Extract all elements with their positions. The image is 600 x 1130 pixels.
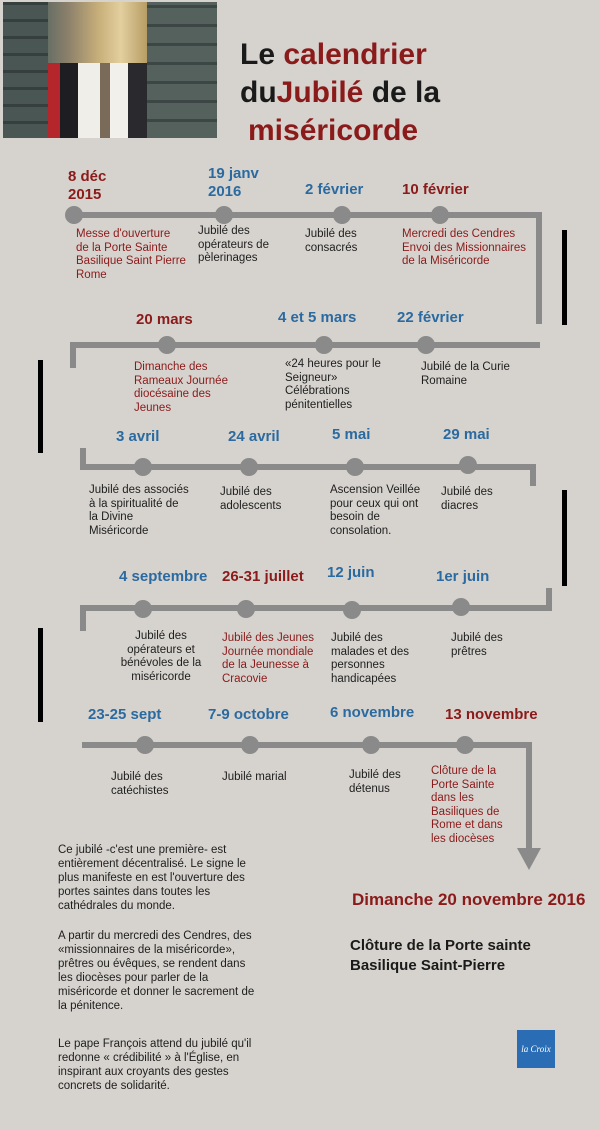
timeline-dot [431, 206, 449, 224]
arrow-down-icon [517, 848, 541, 870]
decorative-bar [38, 628, 43, 722]
timeline-line [70, 212, 540, 218]
timeline-dot [136, 736, 154, 754]
event-text: Jubilé marial [222, 771, 287, 783]
event-date: 22 février [397, 309, 464, 326]
event-date: 1er juin [436, 568, 490, 585]
event-date: 29 mai [443, 426, 490, 443]
event-text: Jubilé des opérateurs et bénévoles de la miséricorde [120, 630, 202, 683]
event-date: 20 mars [136, 311, 193, 328]
closing-line: Basilique Saint-Pierre [350, 957, 506, 974]
timeline-dot [134, 458, 152, 476]
timeline-connector [70, 342, 76, 368]
timeline-line [70, 342, 540, 348]
title-word: Jubilé [276, 76, 364, 109]
timeline-connector [80, 448, 86, 470]
event-text: Jubilé des adolescents [220, 486, 282, 512]
timeline-dot [158, 336, 176, 354]
event-text: Mercredi des Cendres Envoi des Missionnaires de la Miséricorde [402, 228, 527, 267]
event-text: «24 heures pour le Seigneur» Célébrations pénitentielles [285, 358, 381, 411]
title-word: miséricorde [248, 114, 419, 147]
timeline-dot [346, 458, 364, 476]
timeline-dot [333, 206, 351, 224]
event-date: 8 déc 2015 [68, 168, 107, 203]
timeline-connector [80, 605, 86, 631]
closing-line: Clôture de la Porte sainte [350, 937, 531, 954]
timeline-connector [546, 588, 552, 611]
event-date: 24 avril [228, 428, 280, 445]
timeline-dot [241, 736, 259, 754]
event-date: 5 mai [332, 426, 371, 443]
event-date: 4 septembre [119, 568, 208, 585]
timeline-dot [240, 458, 258, 476]
timeline-dot [362, 736, 380, 754]
title-word: Le [240, 38, 276, 71]
event-text: Clôture de la Porte Sainte dans les Basiliques de Rome et dans les diocèses [431, 765, 503, 845]
timeline-dot [459, 456, 477, 474]
event-text: Jubilé de la Curie Romaine [421, 361, 510, 387]
decorative-bar [38, 360, 43, 453]
bronze-door-right [147, 2, 217, 138]
event-date: 12 juin [327, 564, 375, 581]
paragraph: A partir du mercredi des Cendres, des «missionnaires de la miséricorde», prêtres ou évêques, se rendent dans les diocèses pour parler de la miséricorde et donner le sacrement de la pénitence. [58, 930, 255, 1012]
event-date: 19 janv 2016 [208, 165, 259, 200]
timeline-dot [215, 206, 233, 224]
event-text: Jubilé des opérateurs de pèlerinages [198, 225, 269, 264]
closing-date: Dimanche 20 novembre 2016 [352, 890, 586, 909]
timeline-dot [237, 600, 255, 618]
la-croix-logo: la Croix [517, 1030, 555, 1068]
event-text: Jubilé des détenus [349, 769, 401, 795]
event-text: Jubilé des malades et des personnes handicapées [331, 632, 409, 685]
event-text: Messe d'ouverture de la Porte Sainte Basilique Saint Pierre Rome [76, 228, 186, 281]
timeline-dot [456, 736, 474, 754]
event-text: Jubilé des associés à la spiritualité de la Divine Miséricorde [89, 484, 189, 537]
event-text: Jubilé des catéchistes [111, 771, 169, 797]
event-date: 2 février [305, 181, 364, 198]
procession [48, 63, 148, 138]
event-text: Jubilé des diacres [441, 486, 493, 512]
event-date: 26-31 juillet [222, 568, 304, 585]
event-text: Dimanche des Rameaux Journée diocésaine des Jeunes [134, 361, 228, 414]
event-date: 10 février [402, 181, 469, 198]
paragraph: Le pape François attend du jubilé qu'il redonne « crédibilité » à l'Église, en inspirant aux croyants des gestes concrets de solidarité. [58, 1038, 252, 1092]
bronze-door-left [3, 2, 48, 138]
title-word: du [240, 76, 277, 109]
decorative-bar [562, 230, 567, 325]
closing-info [350, 936, 531, 976]
title-word: calendrier [283, 38, 427, 71]
event-text: Jubilé des Jeunes Journée mondiale de la Jeunesse à Cracovie [222, 632, 315, 685]
event-text: Jubilé des prêtres [451, 632, 503, 658]
timeline-dot [134, 600, 152, 618]
header-photo [3, 2, 217, 138]
decorative-bar [562, 490, 567, 586]
timeline-connector [526, 742, 532, 852]
page-title [240, 36, 440, 150]
event-text: Ascension Veillée pour ceux qui ont besoin de consolation. [330, 484, 421, 537]
event-date: 4 et 5 mars [278, 309, 357, 326]
event-date: 7-9 octobre [208, 706, 289, 723]
title-word: de la [371, 76, 441, 109]
timeline-dot [65, 206, 83, 224]
event-date: 23-25 sept [88, 706, 162, 723]
event-text: Jubilé des consacrés [305, 228, 358, 254]
timeline-dot [452, 598, 470, 616]
timeline-dot [417, 336, 435, 354]
timeline-dot [343, 601, 361, 619]
event-date: 6 novembre [330, 704, 415, 721]
event-date: 13 novembre [445, 706, 538, 723]
timeline-dot [315, 336, 333, 354]
timeline-connector [530, 464, 536, 486]
event-date: 3 avril [116, 428, 160, 445]
paragraph: Ce jubilé -c'est une première- est entièrement décentralisé. Le signe le plus manifeste en est l'ouverture des portes saintes dans toutes les cathédrales du monde. [58, 844, 246, 912]
